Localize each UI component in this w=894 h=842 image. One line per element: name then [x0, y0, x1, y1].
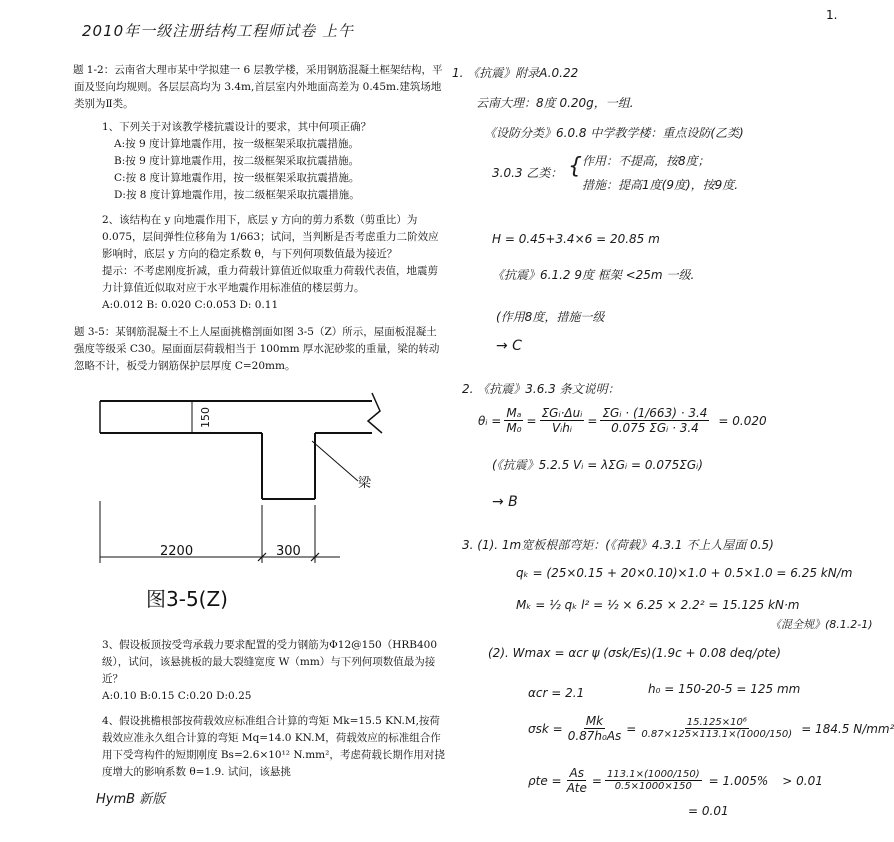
question-1: 1、下列关于对该教学楼抗震设计的要求，其中何项正确？ [102, 121, 372, 133]
exam-problems [74, 62, 446, 781]
question-4: 4、假设挑檐根部按荷载效应标准组合计算的弯矩 Mk=15.5 KN.M,按荷载效应准永久组合计算的弯矩 Mq=14.0 KN.M，荷载效应的标准组合作用下受弯构件的短期刚度 Bs=2.6×10¹² N.mm²，考虑荷载长期作用对挠度增大的影响系数 θ=1.9. 试问，该悬挑 [102, 715, 445, 778]
slab-thickness-dimension: 150 [199, 407, 212, 428]
question-2-options: A:0.012 B: 0.020 C:0.053 D: 0.11 [102, 299, 279, 311]
sigma-numerator: Mk [585, 714, 604, 728]
question-2: 2、该结构在 y 向地震作用下，底层 y 方向的剪力系数（剪重比）为 0.075，层间弹性位移角为 1/663；试问，当判断是否考虑重力二阶效应影响时，底层 y 方向的稳定系数 θ，与下列何项数值最为接近？ [102, 214, 439, 260]
f2-denominator: 0.075 ΣGᵢ · 3.4 [611, 421, 699, 435]
sigma-equals: = [626, 721, 637, 736]
theta-symbol: θᵢ = [478, 413, 502, 428]
m-numerator: Mₐ [506, 406, 522, 420]
handwritten-signature: HymB 新版 [96, 792, 166, 807]
answer-3-alpha: αcr = 2.1 [528, 686, 585, 700]
question-3-options: A:0.10 B:0.15 C:0.20 D:0.25 [102, 690, 252, 702]
question-2-hint: 提示：不考虑刚度折减，重力荷载计算值近似取重力荷载代表值，地震剪力计算值近似取对应于水平地震作用标准值的楼层剪力。 [102, 265, 438, 294]
equals-1: = [526, 413, 537, 428]
sigma2-denominator: 0.87×125×113.1×(1000/150) [641, 729, 793, 740]
rho-comparison: > 0.01 [782, 773, 823, 788]
cantilever-section-drawing [100, 381, 400, 581]
answer-1-line-3: 《设防分类》6.0.8 中学教学楼：重点设防(乙类) [484, 126, 744, 140]
page-title: 2010年一级注册结构工程师试卷 上午 [82, 22, 354, 40]
rho2-numerator: 113.1×(1000/150) [606, 769, 700, 780]
problem-1-2-header: 题 1-2：云南省大理市某中学拟建一 6 层教学楼，采用钢筋混凝土框架结构，平面及竖向均规则。各层层高均为 3.4m,首层室内外地面高差为 0.45m.建筑场地类别为Ⅱ类。 [72, 64, 443, 110]
answer-1-line-2: 云南大理：8度 0.20g，一组. [476, 96, 634, 110]
answer-3-moment: Mₖ = ½ qₖ l² = ½ × 6.25 × 2.2² = 15.125 kN·m [516, 598, 800, 612]
question-3: 3、假设板顶按受弯承载力要求配置的受力钢筋为Φ12@150（HRB400 级），试问，该悬挑板的最大裂缝宽度 W（mm）与下列何项数值最为接近？ [102, 639, 438, 685]
answer-3-sigma-formula [528, 714, 894, 743]
m-denominator: M₀ [506, 421, 522, 435]
option-d: D:按 8 度计算地震作用，按二级框架采取抗震措施。 [114, 189, 360, 201]
answer-2-formula [478, 406, 767, 435]
beam-width-dimension: 300 [276, 544, 301, 559]
answer-1-line-4-effect: 作用：不提高，按8度； [582, 154, 710, 168]
beam-label: 梁 [358, 476, 372, 491]
rho-final: = 0.01 [688, 804, 729, 818]
option-b: B:按 9 度计算地震作用，按二级框架采取抗震措施。 [114, 155, 360, 167]
answer-3-crack-formula: (2). Wmax = αcr ψ (σsk/Es)(1.9c + 0.08 deq/ρte) [488, 646, 781, 660]
answer-1-code-ref: 《抗震》6.1.2 9度 框架 <25m 一级. [492, 268, 695, 282]
answer-3-load: qₖ = (25×0.15 + 20×0.10)×1.0 + 0.5×1.0 = 6.25 kN/m [516, 566, 853, 580]
figure-3-5 [100, 381, 400, 581]
answer-3-line-1: 3. (1). 1m宽板根部弯矩：(《荷载》4.3.1 不上人屋面 0.5) [462, 538, 774, 552]
f2-numerator: ΣGᵢ · (1/663) · 3.4 [602, 406, 708, 420]
answer-1-result: → C [496, 338, 522, 354]
f1-denominator: Vᵢhᵢ [551, 421, 573, 435]
sigma-symbol: σsk = [528, 721, 563, 736]
answer-2-line-1: 2. 《抗震》3.6.3 条文说明： [462, 382, 620, 396]
answer-3-code-ref: 《混全规》(8.1.2-1) [770, 618, 873, 631]
option-a: A:按 9 度计算地震作用，按一级框架采取抗震措施。 [114, 138, 359, 150]
sigma-value: = 184.5 N/mm² [801, 721, 894, 736]
rho-equals: = [591, 773, 602, 788]
question-1-options [74, 136, 446, 204]
answer-1-line-1: 1. 《抗震》附录A.0.22 [452, 66, 579, 80]
rho-denominator: Ate [566, 781, 587, 795]
rho-value: = 1.005% [708, 773, 769, 788]
span-dimension: 2200 [160, 544, 194, 559]
problem-3-5-header: 题 3-5：某钢筋混凝土不上人屋面挑檐剖面如图 3-5（Z）所示，屋面板混凝土强度等级采 C30。屋面面层荷载相当于 100mm 厚水泥砂浆的重量，梁的转动忽略不计，板受力钢筋保护层厚度 C=20mm。 [74, 326, 440, 372]
brace-glyph: { [568, 154, 582, 179]
page-number: 1. [826, 8, 838, 22]
rho-symbol: ρte = [528, 773, 562, 788]
figure-caption: 图3-5(Z) [146, 587, 228, 611]
answer-3-rho-formula [528, 766, 823, 795]
f1-numerator: ΣGᵢ·Δuᵢ [541, 406, 583, 420]
answer-2-value: = 0.020 [718, 413, 767, 428]
answer-2-line-3: (《抗震》5.2.5 Vᵢ = λΣGᵢ = 0.075ΣGᵢ) [492, 458, 703, 472]
answer-1-line-4-measure: 措施：提高1度(9度)，按9度. [582, 178, 739, 192]
answer-3-h0: h₀ = 150-20-5 = 125 mm [648, 682, 801, 696]
sigma-denominator: 0.87h₀As [567, 729, 622, 743]
sigma2-numerator: 15.125×10⁶ [686, 717, 747, 728]
rho2-denominator: 0.5×1000×150 [614, 781, 692, 792]
answer-1-line-4: 3.0.3 乙类： [492, 166, 563, 180]
rho-numerator: As [569, 766, 584, 780]
answer-2-result: → B [492, 494, 518, 510]
equals-2: = [587, 413, 598, 428]
answer-1-height: H = 0.45+3.4×6 = 20.85 m [492, 232, 660, 246]
option-c: C:按 8 度计算地震作用，按一级框架采取抗震措施。 [114, 172, 360, 184]
answer-1-summary: (作用8度，措施一级 [496, 310, 605, 324]
